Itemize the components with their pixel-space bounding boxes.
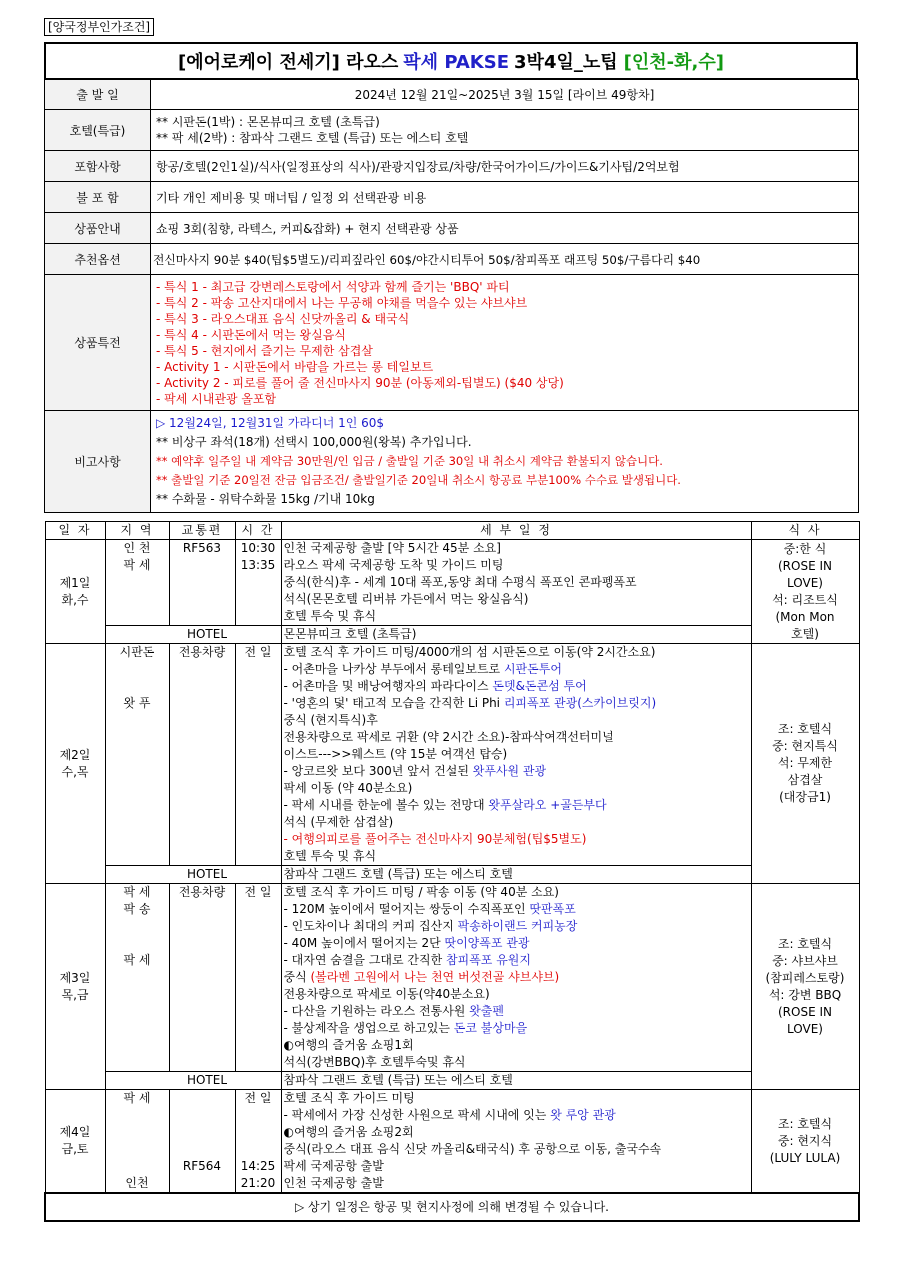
info-label: 불 포 함 bbox=[45, 182, 151, 213]
itinerary-line: - 인도차이나 최대의 커피 집산지 팍송하이랜드 커피농장 bbox=[283, 919, 578, 933]
day-cell: 제1일 화,수 bbox=[45, 540, 105, 644]
time-cell: 전 일 bbox=[235, 884, 281, 1072]
info-label: 비고사항 bbox=[45, 411, 151, 513]
feature-item: - 특식 3 - 라오스대표 음식 신닷까올리 & 태국식 bbox=[156, 311, 410, 326]
day-cell: 제2일 수,목 bbox=[45, 644, 105, 884]
info-table bbox=[44, 79, 859, 513]
info-row-hotel bbox=[45, 110, 859, 151]
highlight-attraction: 리피폭포 관광(스카이브릿지) bbox=[503, 696, 657, 710]
itinerary-line: 팍세 이동 (약 40분소요) bbox=[283, 781, 413, 795]
highlight-special: - 여행의피로를 풀어주는 전신마사지 90분체험(팁$5별도) bbox=[283, 832, 587, 846]
transport-cell: RF564 bbox=[169, 1090, 235, 1194]
time-cell: 전 일 bbox=[235, 644, 281, 866]
hotel-info bbox=[151, 110, 859, 151]
header-time: 시 간 bbox=[235, 522, 281, 540]
hotel-row bbox=[45, 1072, 859, 1090]
region-cell: 시판돈 왓 푸 bbox=[105, 644, 169, 866]
schedule-day-row bbox=[45, 884, 859, 1072]
transport-cell: RF563 bbox=[169, 540, 235, 626]
hotel-line: ** 시판돈(1박) : 몬몬뷰띠크 호텔 (초특급) bbox=[156, 115, 380, 129]
meal-cell: 조: 호텔식 중: 현지특식 석: 무제한 삼겹살 (대장금1) bbox=[751, 644, 859, 884]
itinerary-line: 전용차량으로 팍세로 이동(약40분소요) bbox=[283, 987, 490, 1001]
itinerary-line: 중식(한식)후 - 세계 10대 폭포,동양 최대 수평식 폭포인 콘파펭폭포 bbox=[283, 575, 637, 589]
detail-cell bbox=[281, 644, 751, 866]
region-cell: 인 천 팍 세 bbox=[105, 540, 169, 626]
itinerary-line: - 앙코르왓 보다 300년 앞서 건설된 왓푸사원 관광 bbox=[283, 764, 547, 778]
info-label: 추천옵션 bbox=[45, 244, 151, 275]
itinerary-line: 중식 (현지특식)후 bbox=[283, 713, 378, 727]
region-cell: 팍 세 팍 송 팍 세 bbox=[105, 884, 169, 1072]
hotel-name: 참파삭 그랜드 호텔 (특급) 또는 에스티 호텔 bbox=[281, 866, 751, 884]
itinerary-line: 중식 (볼라벤 고원에서 나는 천연 버섯전골 샤브샤브) bbox=[283, 970, 560, 984]
hotel-name: 몬몬뷰띠크 호텔 (초특급) bbox=[281, 626, 751, 644]
header-detail: 세 부 일 정 bbox=[281, 522, 751, 540]
day-cell: 제4일 금,토 bbox=[45, 1090, 105, 1194]
info-label: 상품특전 bbox=[45, 275, 151, 411]
approval-note: [양국정부인가조건] bbox=[44, 18, 154, 36]
itinerary-line: - 팍세에서 가장 신성한 사원으로 팍세 시내에 잇는 왓 루앙 관광 bbox=[283, 1108, 616, 1122]
title-charter: [에어로케이 전세기] 라오스 bbox=[178, 52, 399, 73]
highlight-attraction: 팍송하이랜드 커피농장 bbox=[457, 919, 578, 933]
region-cell: 팍 세 인천 bbox=[105, 1090, 169, 1194]
itinerary-line: 호텔 조식 후 가이드 미팅 / 팍송 이동 (약 40분 소요) bbox=[283, 885, 559, 899]
itinerary-line: ◐여행의 즐거움 쇼핑2회 bbox=[283, 1125, 414, 1139]
schedule-header-row bbox=[45, 522, 859, 540]
highlight-attraction: 왓푸사원 관광 bbox=[472, 764, 547, 778]
highlight-attraction: 참피폭포 유원지 bbox=[446, 953, 531, 967]
excluded-items: 기타 개인 제비용 및 매너팁 / 일정 외 선택관광 비용 bbox=[151, 182, 859, 213]
itinerary-line: - 다산을 기원하는 라오스 전통사원 왓출펜 bbox=[283, 1004, 504, 1018]
info-row-included bbox=[45, 151, 859, 182]
itinerary-line: - 어촌마을 나카상 부두에서 롱테일보트로 시판돈투어 bbox=[283, 662, 562, 676]
itinerary-line: 호텔 조식 후 가이드 미팅 bbox=[283, 1091, 415, 1105]
info-label: 포함사항 bbox=[45, 151, 151, 182]
day-cell: 제3일 목,금 bbox=[45, 884, 105, 1090]
header-region: 지 역 bbox=[105, 522, 169, 540]
itinerary-line: 호텔 투숙 및 휴식 bbox=[283, 609, 377, 623]
remark-item: ** 비상구 좌석(18개) 선택시 100,000원(왕복) 추가입니다. bbox=[156, 435, 472, 449]
schedule-table bbox=[44, 521, 860, 1222]
transport-cell: 전용차량 bbox=[169, 884, 235, 1072]
feature-item: - 특식 4 - 시판돈에서 먹는 왕실음식 bbox=[156, 327, 346, 342]
hotel-row bbox=[45, 626, 859, 644]
highlight-attraction: 왓출펜 bbox=[469, 1004, 504, 1018]
itinerary-line: 이스트--->>웨스트 (약 15분 여객선 탑승) bbox=[283, 747, 508, 761]
feature-list bbox=[151, 275, 859, 411]
itinerary-line: 석식 (무제한 삼겹살) bbox=[283, 815, 394, 829]
title-duration: 3박4일_노팁 bbox=[514, 52, 618, 73]
hotel-label: HOTEL bbox=[105, 1072, 281, 1090]
header-transport: 교통편 bbox=[169, 522, 235, 540]
highlight-special: (볼라벤 고원에서 나는 천연 버섯전골 샤브샤브) bbox=[310, 970, 560, 984]
itinerary-line: - 대자연 숨결을 그대로 간직한 참피폭포 유원지 bbox=[283, 953, 531, 967]
info-label: 출 발 일 bbox=[45, 80, 151, 110]
hotel-label: HOTEL bbox=[105, 866, 281, 884]
hotel-name: 참파삭 그랜드 호텔 (특급) 또는 에스티 호텔 bbox=[281, 1072, 751, 1090]
feature-item: - Activity 1 - 시판돈에서 바람을 가르는 롱 테일보트 bbox=[156, 359, 434, 374]
itinerary-line: - 불상제작을 생업으로 하고있는 돈코 불상마을 bbox=[283, 1021, 528, 1035]
highlight-attraction: 시판돈투어 bbox=[503, 662, 562, 676]
time-cell: 전 일 14:25 21:20 bbox=[235, 1090, 281, 1194]
highlight-attraction: 왓 루앙 관광 bbox=[550, 1108, 616, 1122]
schedule-day-row bbox=[45, 540, 859, 626]
info-row-departure bbox=[45, 80, 859, 110]
highlight-attraction: 돈뎃&돈콘섬 투어 bbox=[492, 679, 587, 693]
title-departure-days: [인천-화,수] bbox=[623, 52, 724, 73]
hotel-label: HOTEL bbox=[105, 626, 281, 644]
recommended-options: 전신마사지 90분 $40(팁$5별도)/리피짚라인 60$/야간시티투어 50$/참피폭포 래프팅 50$/구름다리 $40 bbox=[151, 244, 859, 275]
feature-item: - Activity 2 - 피로를 풀어 줄 전신마사지 90분 (아동제외-팁별도) ($40 상당) bbox=[156, 375, 564, 390]
highlight-attraction: 왓푸살라오 +골든부다 bbox=[488, 798, 607, 812]
detail-cell bbox=[281, 1090, 751, 1194]
itinerary-line: - 어촌마을 및 배낭여행자의 파라다이스 돈뎃&돈콘섬 투어 bbox=[283, 679, 587, 693]
meal-cell: 중:한 식 (ROSE IN LOVE) 석: 리조트식 (Mon Mon 호텔) bbox=[751, 540, 859, 644]
info-row-remarks bbox=[45, 411, 859, 513]
highlight-attraction: 땃판폭포 bbox=[529, 902, 576, 916]
itinerary-line: ◐여행의 즐거움 쇼핑1회 bbox=[283, 1038, 414, 1052]
detail-cell bbox=[281, 540, 751, 626]
remark-item: ** 수화물 - 위탁수화물 15kg /기내 10kg bbox=[156, 492, 375, 506]
itinerary-line: 라오스 팍세 국제공항 도착 및 가이드 미팅 bbox=[283, 558, 504, 572]
itinerary-line: - 120M 높이에서 떨어지는 쌍둥이 수직폭포인 땃판폭포 bbox=[283, 902, 576, 916]
departure-dates: 2024년 12월 21일~2025년 3월 15일 [라이브 49항차] bbox=[151, 80, 859, 110]
page-title bbox=[44, 42, 858, 79]
itinerary-line: 인천 국제공항 출발 [약 5시간 45분 소요] bbox=[283, 541, 501, 555]
itinerary-line: 석식(몬몬호텔 리버뷰 가든에서 먹는 왕실음식) bbox=[283, 592, 529, 606]
highlight-attraction: 땃이양폭포 관광 bbox=[444, 936, 530, 950]
schedule-footer-row bbox=[45, 1193, 859, 1221]
info-label: 호텔(특급) bbox=[45, 110, 151, 151]
time-cell: 10:30 13:35 bbox=[235, 540, 281, 626]
header-meal: 식 사 bbox=[751, 522, 859, 540]
info-row-guide bbox=[45, 213, 859, 244]
remarks-list bbox=[151, 411, 859, 513]
remark-item: ** 출발일 기준 20일전 잔금 입금조건/ 출발일기준 20일내 취소시 항공료 부분100% 수수료 발생됩니다. bbox=[156, 473, 681, 487]
info-label: 상품안내 bbox=[45, 213, 151, 244]
feature-item: - 특식 1 - 최고급 강변레스토랑에서 석양과 함께 즐기는 'BBQ' 파티 bbox=[156, 279, 510, 294]
itinerary-line: 전용차량으로 팍세로 귀환 (약 2시간 소요)-참파삭여객선터미널 bbox=[283, 730, 614, 744]
feature-item: - 특식 2 - 팍송 고산지대에서 나는 무공해 야채를 먹을수 있는 샤브샤브 bbox=[156, 295, 528, 310]
itinerary-line: 호텔 조식 후 가이드 미팅/4000개의 섬 시판돈으로 이동(약 2시간소요) bbox=[283, 645, 656, 659]
product-guide: 쇼핑 3회(침향, 라텍스, 커피&잡화) + 현지 선택관광 상품 bbox=[151, 213, 859, 244]
hotel-line: ** 팍 세(2박) : 참파삭 그랜드 호텔 (특급) 또는 에스티 호텔 bbox=[156, 131, 469, 145]
remark-item: ** 예약후 일주일 내 계약금 30만원/인 입금 / 출발일 기준 30일 내 취소시 계약금 환불되지 않습니다. bbox=[156, 454, 663, 468]
itinerary-line: 인천 국제공항 출발 bbox=[283, 1176, 384, 1190]
detail-cell bbox=[281, 884, 751, 1072]
itinerary-line: - '영혼의 덫' 태고적 모습을 간직한 Li Phi 리피폭포 관광(스카이브릿지) bbox=[283, 696, 657, 710]
feature-item: - 특식 5 - 현지에서 즐기는 무제한 삼겹살 bbox=[156, 343, 373, 358]
included-items: 항공/호텔(2인1실)/식사(일정표상의 식사)/관광지입장료/차량/한국어가이드/가이드&기사팁/2억보험 bbox=[151, 151, 859, 182]
itinerary-line: 호텔 투숙 및 휴식 bbox=[283, 849, 377, 863]
info-row-features bbox=[45, 275, 859, 411]
transport-cell: 전용차량 bbox=[169, 644, 235, 866]
hotel-row bbox=[45, 866, 859, 884]
header-date: 일 자 bbox=[45, 522, 105, 540]
itinerary-line bbox=[284, 831, 749, 848]
itinerary-line: - 팍세 시내를 한눈에 볼수 있는 전망대 왓푸살라오 +골든부다 bbox=[283, 798, 607, 812]
itinerary-line: 석식(강변BBQ)후 호텔투숙및 휴식 bbox=[283, 1055, 466, 1069]
itinerary-line: 중식(라오스 대표 음식 신닷 까올리&태국식) 후 공항으로 이동, 출국수속 bbox=[283, 1142, 662, 1156]
schedule-day-row bbox=[45, 1090, 859, 1194]
remark-item: ▷ 12월24일, 12월31일 가라디너 1인 60$ bbox=[156, 416, 385, 430]
info-row-excluded bbox=[45, 182, 859, 213]
info-row-options bbox=[45, 244, 859, 275]
meal-cell: 조: 호텔식 중: 현지식 (LULY LULA) bbox=[751, 1090, 859, 1194]
meal-cell: 조: 호텔식 중: 샤브샤브 (참피레스토랑) 석: 강변 BBQ (ROSE IN LOVE) bbox=[751, 884, 859, 1090]
feature-item: - 팍세 시내관광 올포함 bbox=[156, 391, 277, 406]
title-destination: 팍세 PAKSE bbox=[403, 52, 510, 73]
highlight-attraction: 돈코 불상마을 bbox=[453, 1021, 528, 1035]
itinerary-line: - 40M 높이에서 떨어지는 2단 땃이양폭포 관광 bbox=[283, 936, 530, 950]
itinerary-line: 팍세 국제공항 출발 bbox=[283, 1159, 384, 1173]
schedule-day-row bbox=[45, 644, 859, 866]
schedule-footer-note: ▷ 상기 일정은 항공 및 현지사정에 의해 변경될 수 있습니다. bbox=[45, 1193, 859, 1221]
